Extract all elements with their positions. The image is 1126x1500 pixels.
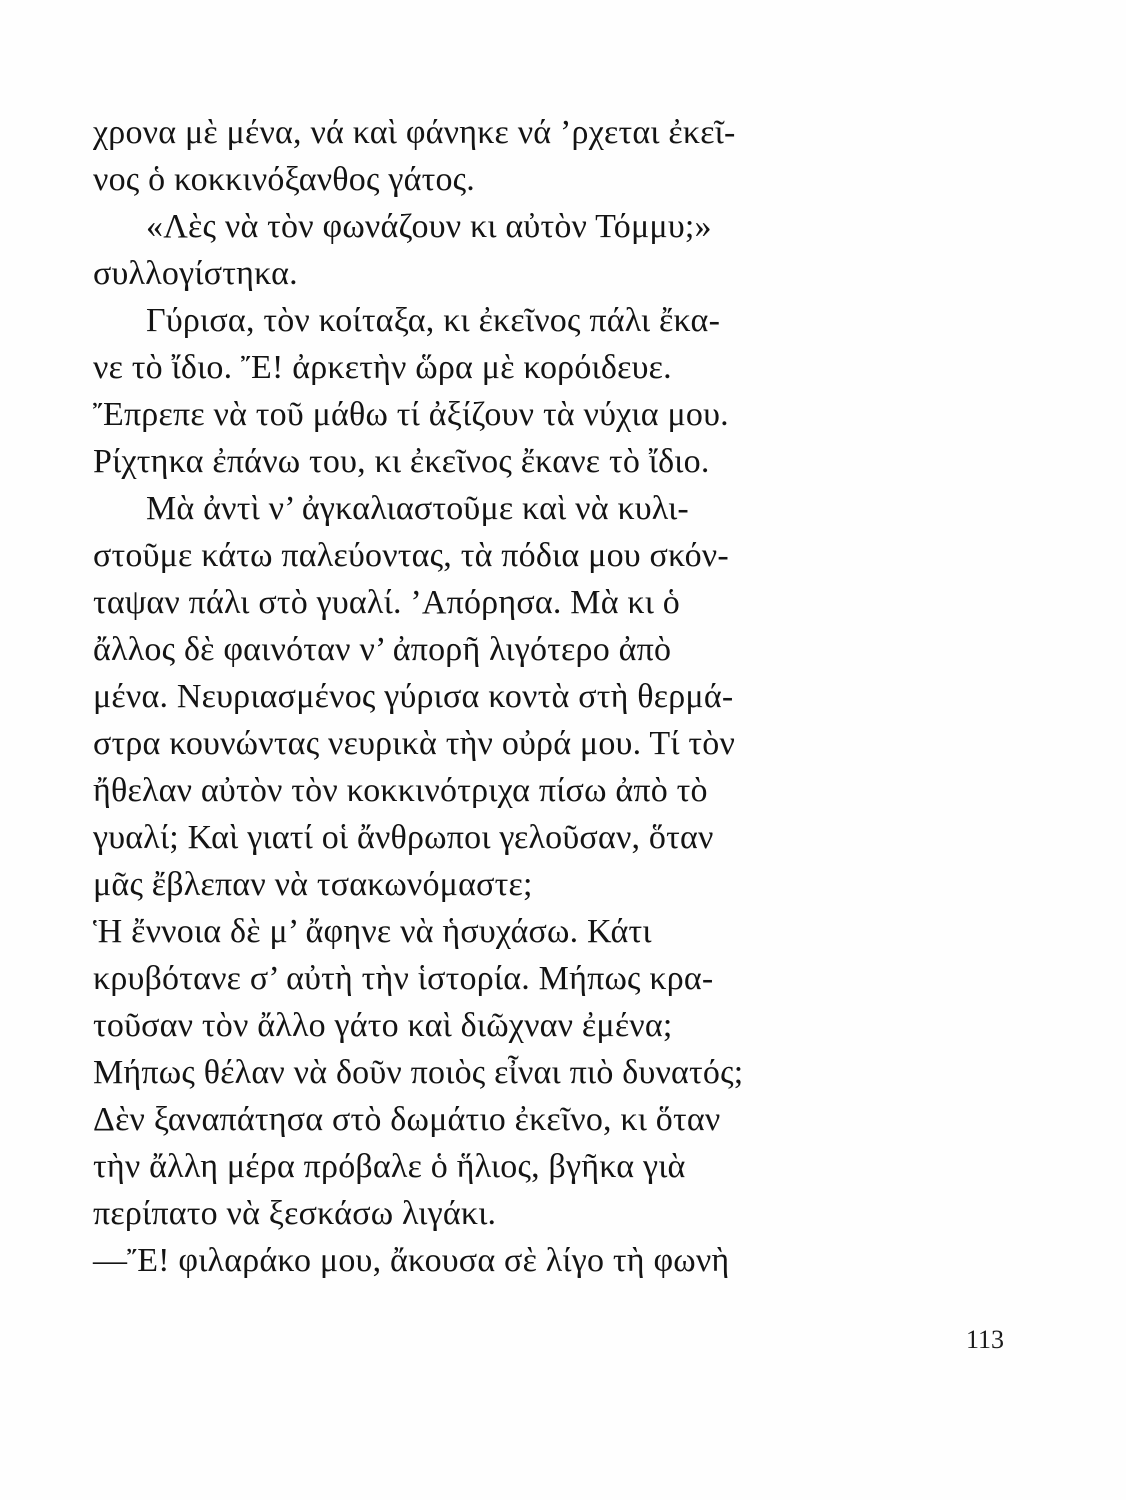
text-line: Γύρισα, τὸν κοίταξα, κι ἐκεῖνος πάλι ἔκα- bbox=[146, 302, 721, 339]
text-line: ἤθελαν αὐτὸν τὸν κοκκινότριχα πίσω ἀπὸ τὸ bbox=[93, 772, 708, 809]
text-line: κρυβότανε σ’ αὐτὴ τὴν ἱστορία. Μήπως κρα- bbox=[93, 960, 714, 997]
text-line: μένα. Νευριασμένος γύρισα κοντὰ στὴ θερμά- bbox=[93, 678, 734, 715]
text-line: συλλογίστηκα. bbox=[93, 255, 298, 292]
text-line: νε τὸ ἴδιο. Ἔ! ἀρκετὴν ὥρα μὲ κορόιδευε. bbox=[93, 349, 672, 386]
text-line: Δὲν ξαναπάτησα στὸ δωμάτιο ἐκεῖνο, κι ὅταν bbox=[93, 1101, 721, 1138]
text-line: γυαλί; Καὶ γιατί οἱ ἄνθρωποι γελοῦσαν, ὅταν bbox=[93, 819, 714, 856]
text-line: Μήπως θέλαν νὰ δοῦν ποιὸς εἶναι πιὸ δυνατός; bbox=[93, 1054, 744, 1091]
text-line: —Ἔ! φιλαράκο μου, ἄκουσα σὲ λίγο τὴ φωνὴ bbox=[93, 1242, 730, 1279]
text-line: χρονα μὲ μένα, νά καὶ φάνηκε νά ’ρχεται ἐκεῖ- bbox=[93, 114, 736, 151]
text-line: νος ὁ κοκκινόξανθος γάτος. bbox=[93, 161, 476, 198]
text-line: Ἡ ἔννοια δὲ μ’ ἄφηνε νὰ ἡσυχάσω. Κάτι bbox=[93, 913, 652, 950]
page-number: 113 bbox=[966, 1325, 1005, 1354]
text-line: τὴν ἄλλη μέρα πρόβαλε ὁ ἥλιος, βγῆκα γιὰ bbox=[93, 1148, 686, 1185]
text-line: «Λὲς νὰ τὸν φωνάζουν κι αὐτὸν Τόμμυ;» bbox=[146, 208, 712, 245]
text-line: ταψαν πάλι στὸ γυαλί. ’Απόρησα. Μὰ κι ὁ bbox=[93, 584, 680, 621]
text-line: περίπατο νὰ ξεσκάσω λιγάκι. bbox=[93, 1195, 497, 1232]
text-line: Ἔπρεπε νὰ τοῦ μάθω τί ἀξίζουν τὰ νύχια μου. bbox=[93, 396, 729, 433]
text-line: Μὰ ἀντὶ ν’ ἀγκαλιαστοῦμε καὶ νὰ κυλι- bbox=[146, 490, 689, 527]
text-line: στοῦμε κάτω παλεύοντας, τὰ πόδια μου σκόν- bbox=[93, 537, 729, 574]
text-line: τοῦσαν τὸν ἄλλο γάτο καὶ διῶχναν ἐμένα; bbox=[93, 1007, 673, 1044]
text-line: μᾶς ἔβλεπαν νὰ τσακωνόμαστε; bbox=[93, 866, 533, 903]
text-line: ἄλλος δὲ φαινόταν ν’ ἀπορῆ λιγότερο ἀπὸ bbox=[93, 631, 672, 668]
text-line: στρα κουνώντας νευρικὰ τὴν οὐρά μου. Τί τὸν bbox=[93, 725, 736, 762]
text-line: Ρίχτηκα ἐπάνω του, κι ἐκεῖνος ἔκανε τὸ ἴδιο. bbox=[93, 443, 710, 480]
